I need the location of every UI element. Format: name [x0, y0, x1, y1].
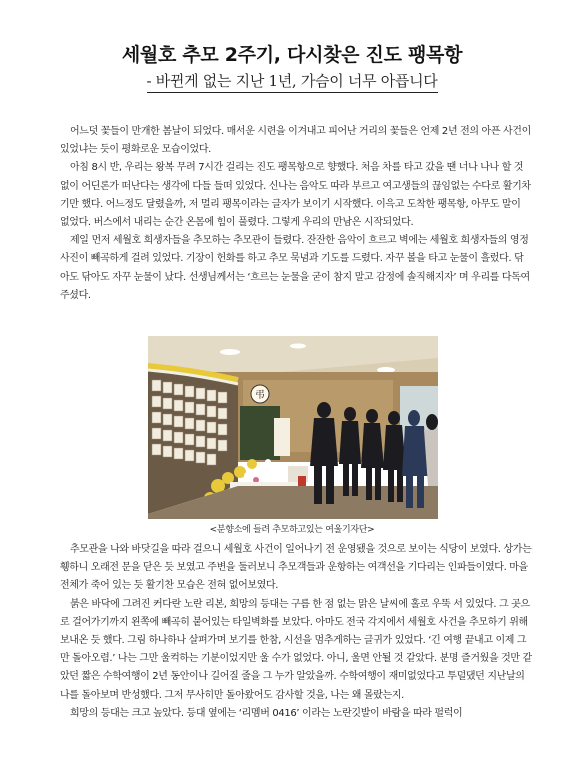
paragraph: 붉은 바닥에 그려진 커다란 노란 리본, 희망의 등대는 구름 한 점 없는 맑은 날씨에 홀로 우뚝 서 있었다. 그 곳으로 걸어가기까지 왼쪽에 빼곡히 붙어있는 타일벽화를 보았다. 아마도 전국 각지에서 세월호 사건을 추모하기 위해 보내온 듯 했다. 그림 하나하나 살펴가며 보기를 한참, 시선을 멈추게하는 글귀가 있었다. ‘긴 여행 끝내고 이제 그만 돌아오렴.’ 나는 그만 울컥하는 기분이었지만 울 수가 없었다. 아니, 울면 안될 것 같았다. 분명 즐거웠을 것만 같았던 짧은 수학여행이 2년 동안이나 길어질 줄을 그 누가 알았을까. 수학여행이 재미없었다고 투덜댔던 지난날의 나를 돌아보며 반성했다. 그저 무사히만 돌아왔어도 감사할 것을, 나는 왜 몰랐는지.: [60, 598, 532, 701]
article-title: 세월호 추모 2주기, 다시찾은 진도 팽목항: [121, 44, 463, 66]
paragraph: 아침 8시 반, 우리는 왕복 무려 7시간 걸리는 진도 팽목항으로 향했다. 처음 차를 타고 갔을 땐 너나 나나 할 것 없이 어딘론가 떠난다는 생각에 다들 들떠 있었다. 신나는 음악도 따라 부르고 여고생들의 끊임없는 수다로 활기차기만 했다. 어느정도 달렸을까, 저 멀리 팽목이라는 글자가 보이기 시작했다. 이윽고 도착한 팽목항, 아무도 말이 없었다. 버스에서 내리는 순간 온몸에 힘이 풀렸다. 그렇게 우리의 만남은 시작되었다.: [60, 162, 531, 229]
paragraph: 제일 먼저 세월호 희생자들을 추모하는 추모관이 들렸다. 잔잔한 음악이 흐르고 벽에는 세월호 희생자들의 영정사진이 빼곡하게 걸려 있었다. 기장이 헌화를 하고 추모 묵념과 기도를 드렸다. 자꾸 볼을 타고 눈물이 흘렀다. 닦아도 닦아도 자꾸 눈물이 났다. 선생님께서는 ‘흐르는 눈물을 굳이 참지 말고 감정에 솔직해지자’ 며 우리를 다독여 주셨다.: [60, 235, 530, 301]
article-body-bottom: [60, 541, 532, 723]
paragraph: 추모관을 나와 바닷길을 따라 걸으니 세월호 사건이 일어나기 전 운영됐을 것으로 보이는 식당이 보였다. 상가는 휑하니 오래전 문을 닫은 듯 보였고 주변을 둘러보니 추모객들과 운항하는 여객선을 기다리는 인파들이였다. 마을 전체가 죽어 있는 듯 활기찬 모습은 전혀 없어보였다.: [60, 544, 532, 592]
paragraph: 희망의 등대는 크고 높았다. 등대 옆에는 ‘리멤버 0416’ 이라는 노란깃발이 바람을 따라 펄럭이: [70, 707, 463, 719]
article-subtitle: [0, 70, 584, 93]
memorial-hall-photo: [148, 336, 438, 519]
photo-caption: <분향소에 들려 추모하고있는 여울기자단>: [209, 525, 375, 535]
subtitle-text: - 바뀐게 없는 지난 1년, 가슴이 너무 아픕니다: [147, 70, 438, 93]
article-body-top: [60, 123, 532, 305]
paragraph: 어느덧 꽃들이 만개한 봄날이 되었다. 매서운 시련을 이겨내고 피어난 거리의 꽃들은 언제 2년 전의 아픈 사건이 있었냐는 듯이 평화로운 모습이었다.: [60, 126, 531, 156]
banner-character: 弔: [255, 390, 265, 401]
